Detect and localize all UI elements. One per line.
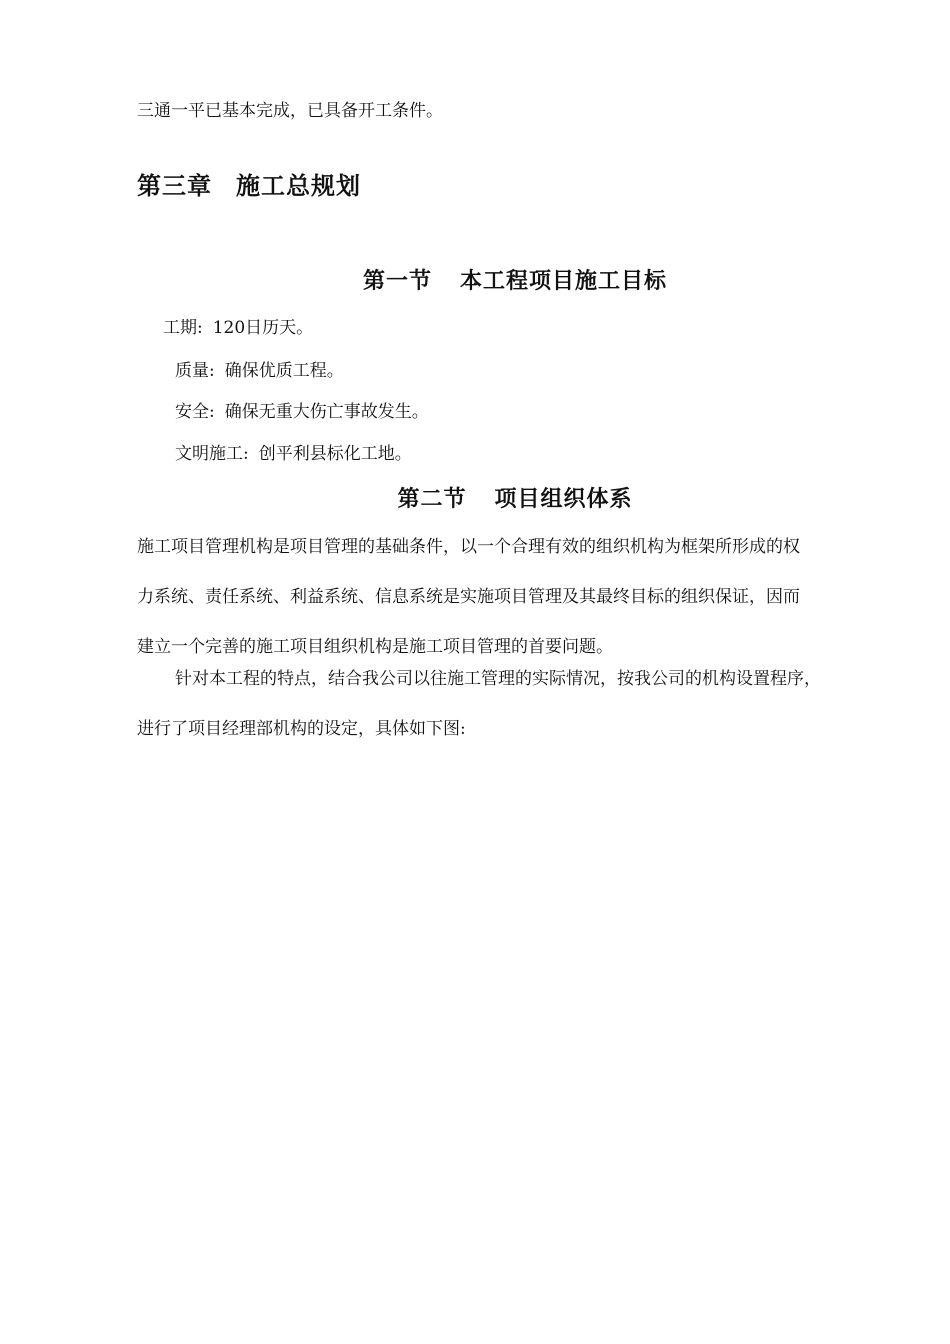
paragraph-line: 进行了项目经理部机构的设定，具体如下图: [137,719,466,739]
goal-item-safety [175,402,429,422]
paragraph-line: 针对本工程的特点，结合我公司以往施工管理的实际情况，按我公司的机构设置程序， [175,669,821,689]
chapter-number: 第三章 [137,172,212,200]
section1-heading [0,264,950,295]
section2-number: 第二节 [397,487,467,512]
section2-heading [0,482,950,513]
goal-item-quality [175,361,344,381]
section1-title: 本工程项目施工目标 [460,269,668,294]
goal-label: 文明施工: [175,444,249,464]
goal-value: 确保优质工程。 [224,361,344,381]
chapter-title: 施工总规划 [236,172,361,200]
paragraph-organization [137,537,907,687]
chapter-heading [137,166,361,201]
paragraph-line: 建立一个完善的施工项目组织机构是施工项目管理的首要问题。 [137,637,613,657]
section1-number: 第一节 [362,269,432,294]
goal-value: 120日历天。 [212,318,314,338]
section2-title: 项目组织体系 [494,487,633,512]
paragraph-line: 施工项目管理机构是项目管理的基础条件，以一个合理有效的组织机构为框架所形成的权 [137,537,800,557]
paragraph-setup [137,669,907,769]
goal-item-civilized [175,444,412,464]
paragraph-line: 力系统、责任系统、利益系统、信息系统是实施项目管理及其最终目标的组织保证，因而 [137,587,800,607]
intro-line: 三通一平已基本完成，已具备开工条件。 [137,101,443,121]
goal-label: 工期: [163,318,203,338]
goal-value: 创平利县标化工地。 [258,444,412,464]
goal-value: 确保无重大伤亡事故发生。 [224,402,429,422]
goal-label: 质量: [175,361,215,381]
goal-item-duration [163,318,313,338]
goal-label: 安全: [175,402,215,422]
